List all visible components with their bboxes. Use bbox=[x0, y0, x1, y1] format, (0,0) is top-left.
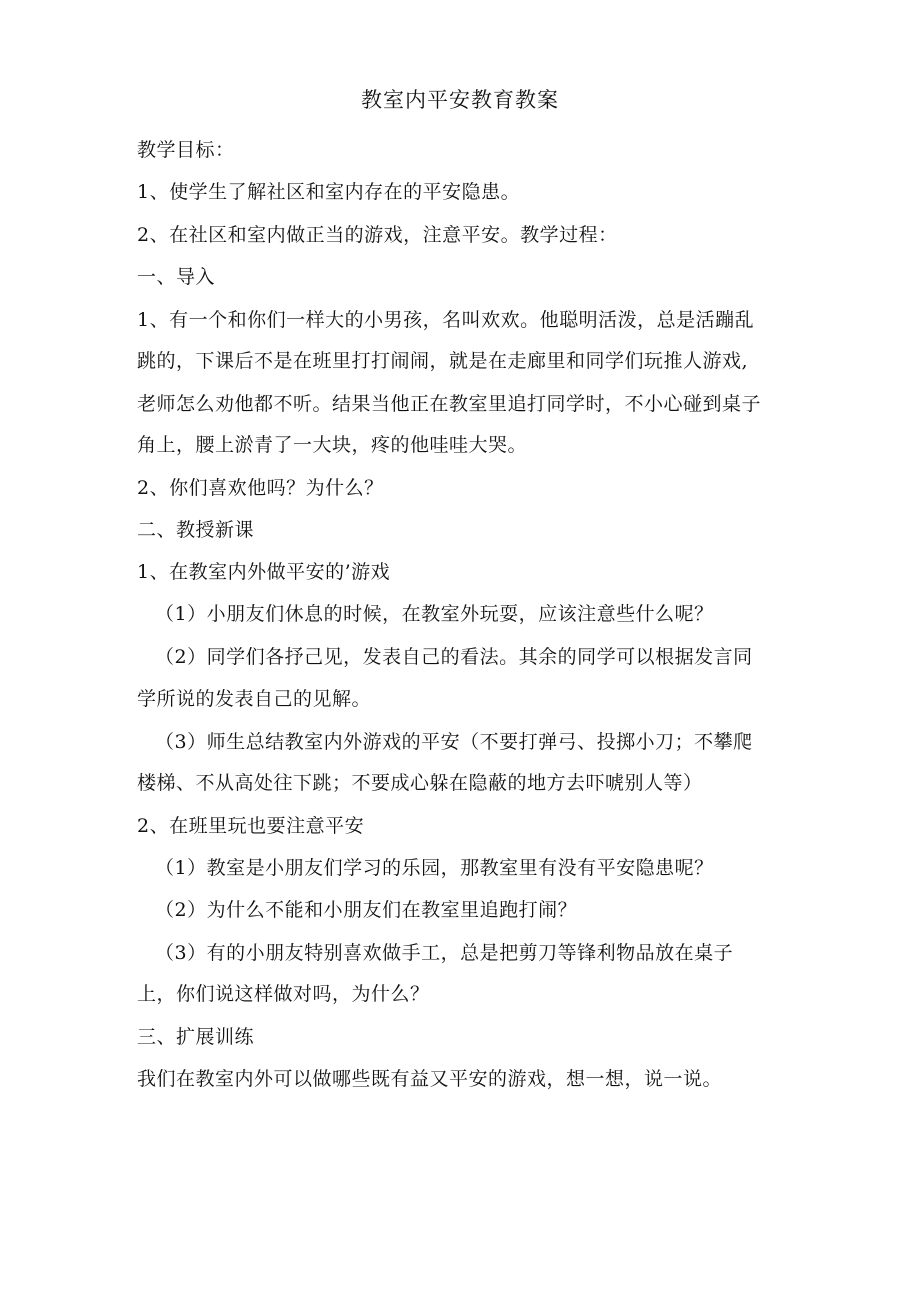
list-item: （2）为什么不能和小朋友们在教室里追跑打闹？ bbox=[155, 899, 578, 921]
subsection-heading: 1、在教室内外做平安的’游戏 bbox=[137, 561, 391, 583]
list-item: （2）同学们各抒己见，发表自己的看法。其余的同学可以根据发言同 bbox=[155, 646, 753, 668]
list-item: （1）教室是小朋友们学习的乐园，那教室里有没有平安隐患呢？ bbox=[155, 857, 714, 879]
list-item-continuation: 楼梯、不从高处往下跳；不要成心躲在隐蔽的地方去吓唬别人等） bbox=[137, 772, 703, 794]
list-item: （1）小朋友们休息的时候，在教室外玩耍，应该注意些什么呢？ bbox=[155, 603, 714, 625]
paragraph-line: 老师怎么劝他都不听。结果当他正在教室里追打同学时，不小心碰到桌子 bbox=[137, 393, 762, 415]
paragraph-line: 我们在教室内外可以做哪些既有益又平安的游戏，想一想，说一说。 bbox=[137, 1068, 723, 1090]
goal-item-2: 2、在社区和室内做正当的游戏，注意平安。教学过程： bbox=[137, 224, 618, 246]
goal-item-1: 1、使学生了解社区和室内存在的平安隐患。 bbox=[137, 181, 521, 203]
paragraph-line: 1、有一个和你们一样大的小男孩，名叫欢欢。他聪明活泼，总是活蹦乱 bbox=[137, 309, 755, 331]
list-item-continuation: 学所说的发表自己的见解。 bbox=[137, 688, 372, 710]
section-heading-extension: 三、扩展训练 bbox=[137, 1026, 255, 1048]
subsection-heading: 2、在班里玩也要注意平安 bbox=[137, 815, 365, 837]
list-item-continuation: 上，你们说这样做对吗，为什么？ bbox=[137, 983, 430, 1005]
list-item: （3）师生总结教室内外游戏的平安（不要打弹弓、投掷小刀；不攀爬 bbox=[155, 731, 753, 753]
paragraph-line: 角上，腰上淤青了一大块，疼的他哇哇大哭。 bbox=[137, 434, 528, 456]
paragraph-line: 2、你们喜欢他吗？为什么？ bbox=[137, 477, 384, 499]
section-label-teaching-goals: 教学目标： bbox=[137, 139, 235, 161]
paragraph-line: 跳的，下课后不是在班里打打闹闹，就是在走廊里和同学们玩推人游戏, bbox=[137, 350, 749, 372]
document-title: 教室内平安教育教案 bbox=[361, 88, 559, 112]
section-heading-new-lesson: 二、教授新课 bbox=[137, 519, 255, 541]
section-heading-intro: 一、导入 bbox=[137, 266, 216, 288]
list-item: （3）有的小朋友特别喜欢做手工，总是把剪刀等锋利物品放在桌子 bbox=[155, 942, 734, 964]
